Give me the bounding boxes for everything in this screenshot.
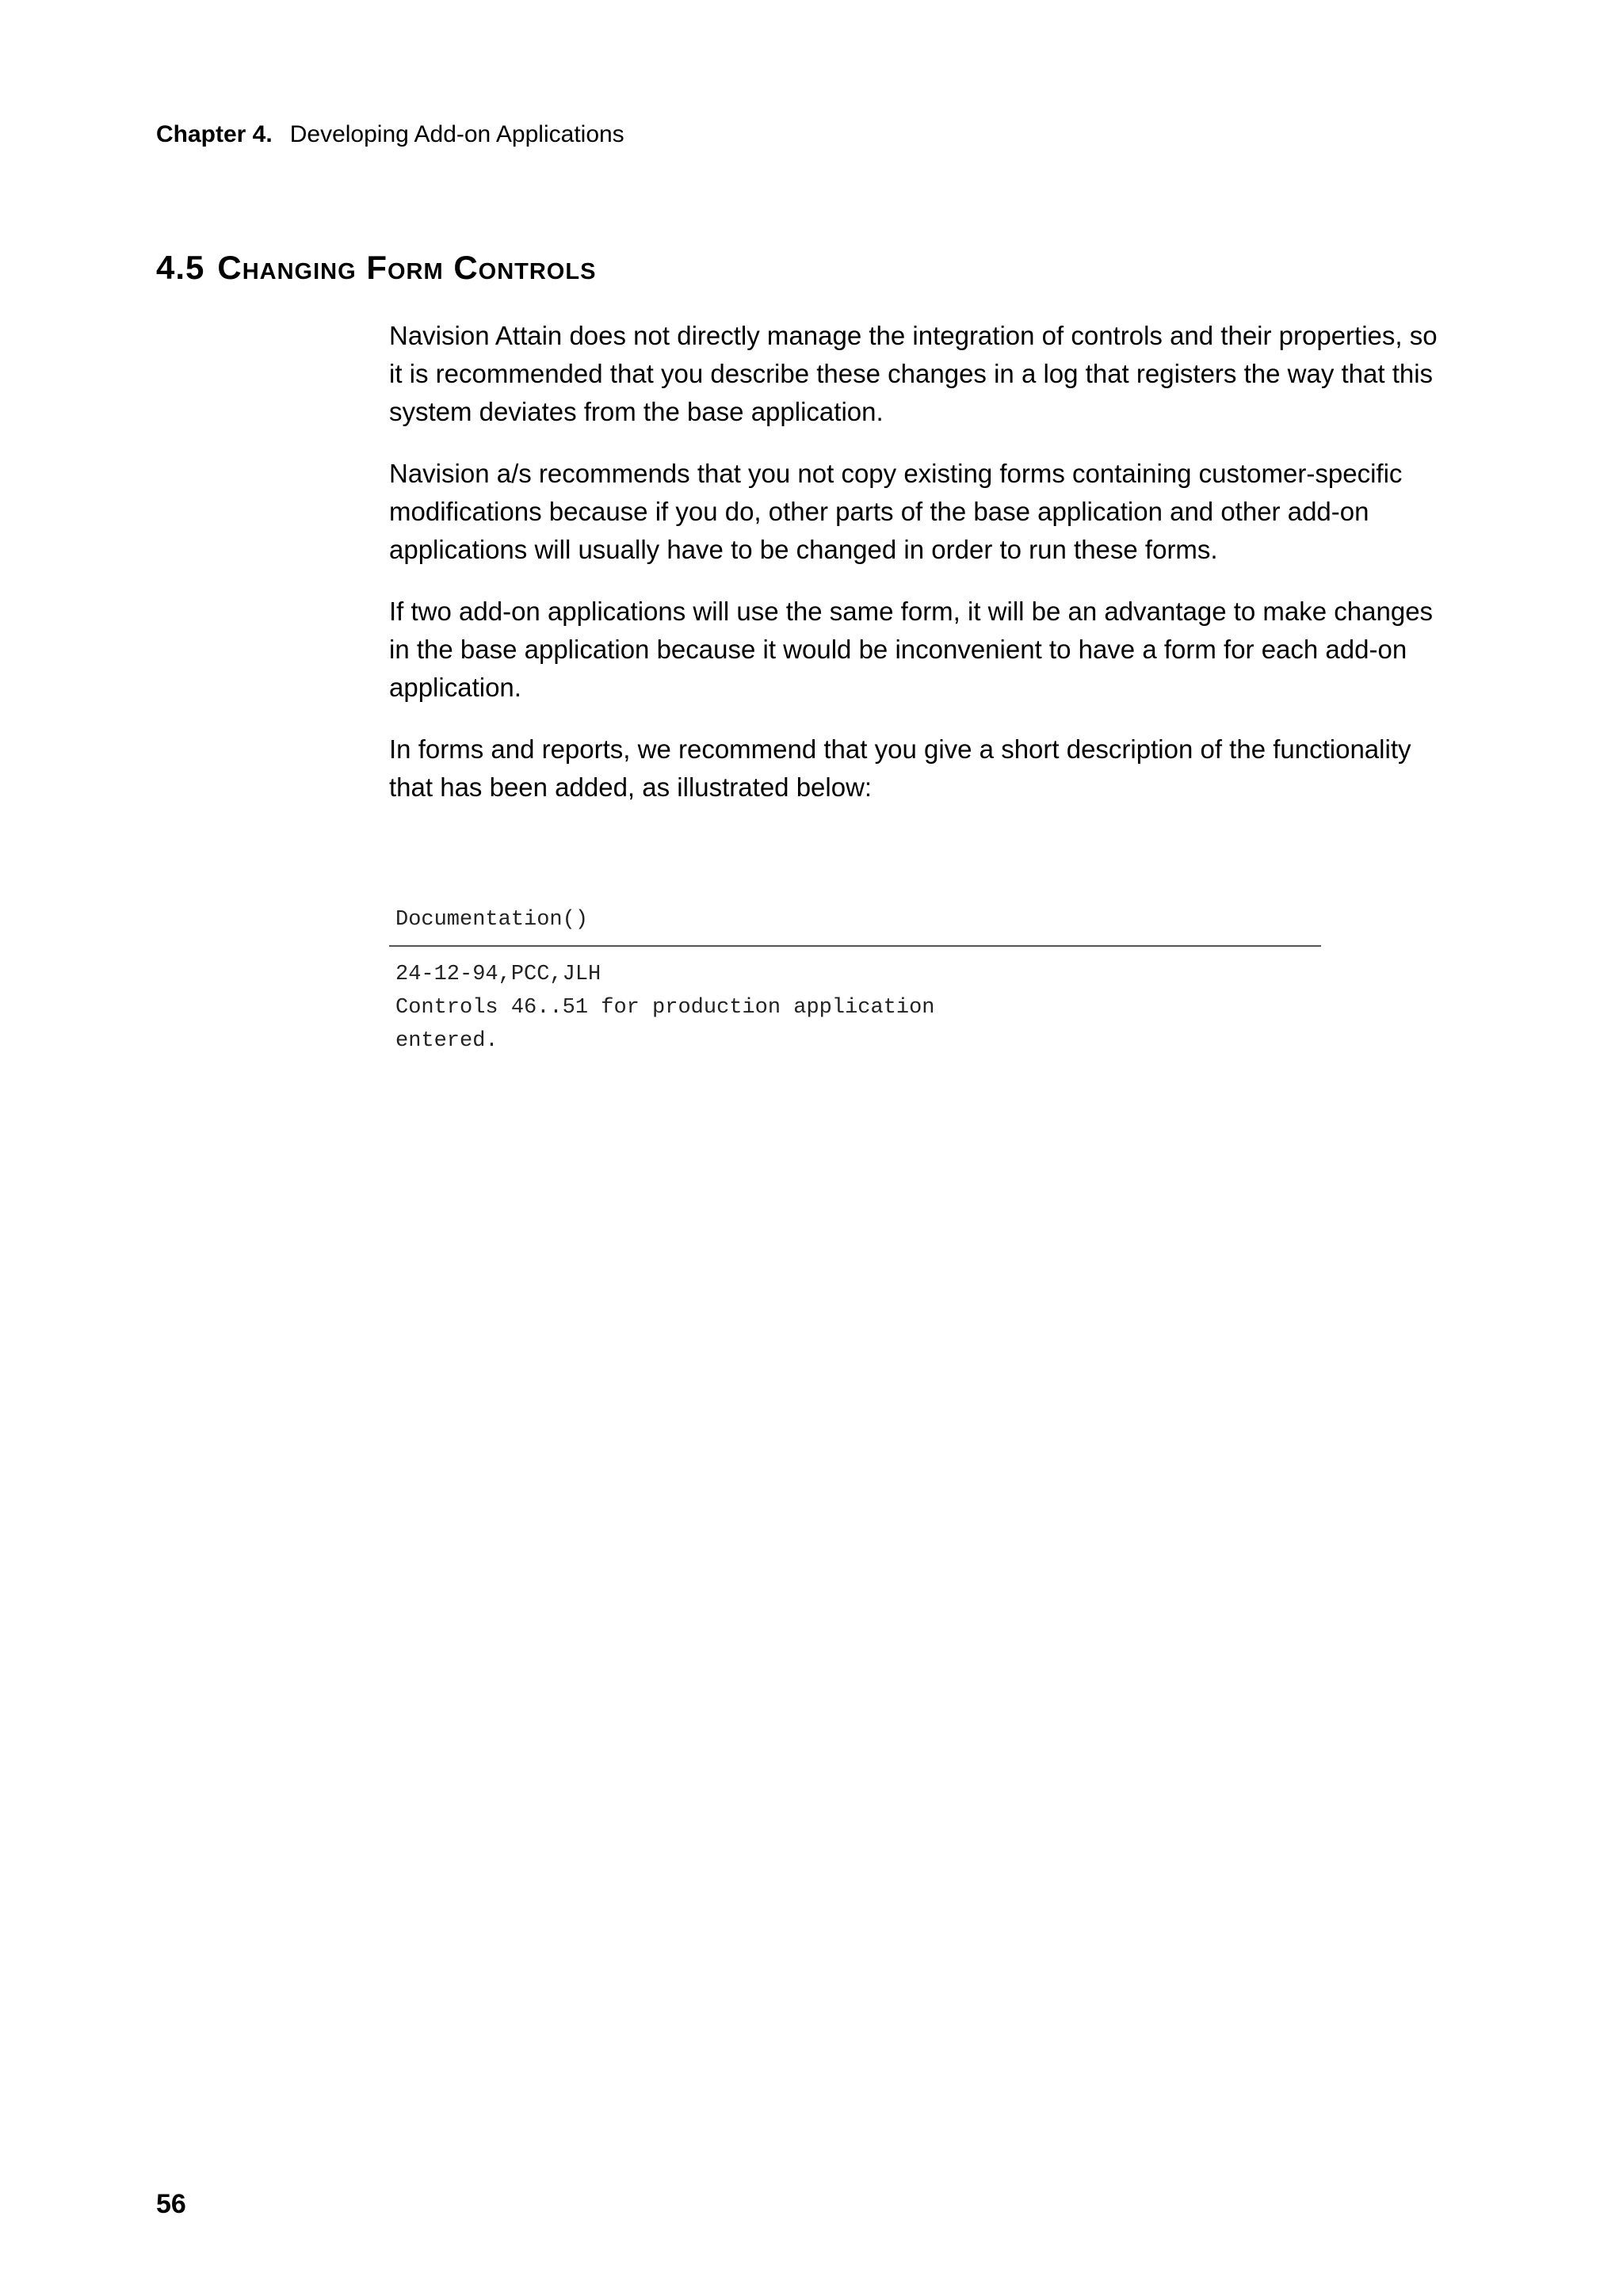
code-line: entered.: [395, 1029, 498, 1053]
paragraph-3: If two add-on applications will use the same form, it will be an advantage to make changes in the base application because it would be inconvenient to have a form for each add-on application.: [389, 597, 1434, 702]
body-text: [389, 317, 1443, 830]
section-heading: [156, 244, 596, 292]
paragraph-2: Navision a/s recommends that you not copy existing forms containing customer-specific modifications because if you do, other parts of the base application and other add-on applications will usually have to be changed in order to run these forms.: [389, 459, 1403, 564]
paragraph-1: Navision Attain does not directly manage the integration of controls and their properties, so it is recommended that you describe these changes in a log that registers the way that this system deviates from the base application.: [389, 321, 1438, 426]
code-body: [389, 947, 1321, 1058]
code-line: Controls 46..51 for production application: [395, 996, 935, 1020]
chapter-title: Developing Add-on Applications: [289, 121, 624, 147]
paragraph-4: In forms and reports, we recommend that you give a short description of the functionality that has been added, as illustrated below:: [389, 734, 1411, 802]
running-header: [156, 119, 624, 151]
chapter-label: Chapter 4.: [156, 121, 273, 147]
section-number: 4.5: [156, 249, 205, 286]
section-title: Changing Form Controls: [217, 249, 597, 286]
code-line: 24-12-94,PCC,JLH: [395, 963, 601, 986]
code-header: Documentation(): [389, 899, 1321, 947]
page-number: 56: [156, 2189, 186, 2219]
code-example: [389, 899, 1321, 1058]
